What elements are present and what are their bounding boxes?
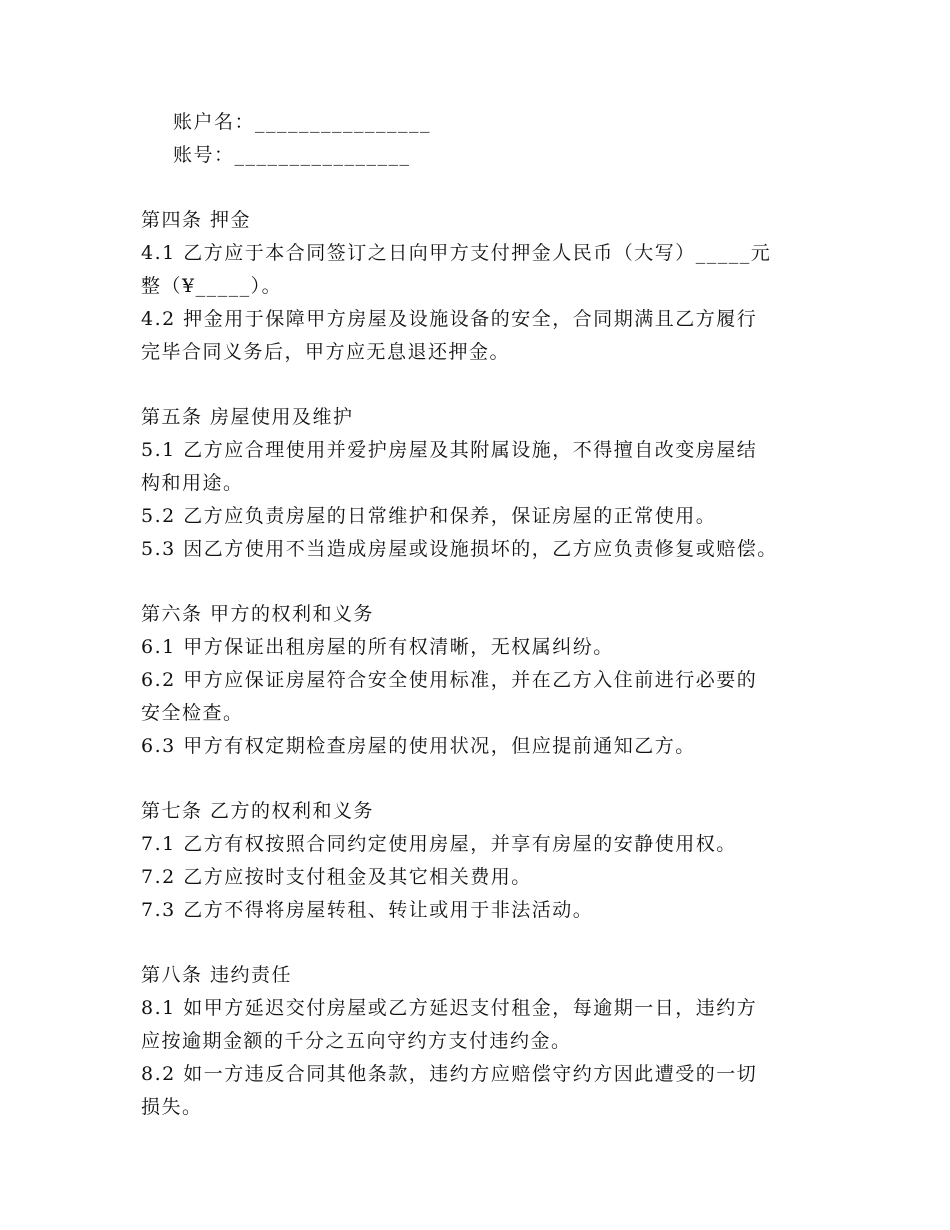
article-5-line-2: 构和用途。 [141, 472, 244, 494]
article-4-line-2: 整（¥_____）。 [141, 275, 283, 297]
article-8-line-2: 应按逾期金额的千分之五向守约方支付违约金。 [141, 1030, 572, 1052]
article-7-heading: 第七条 乙方的权利和义务 [141, 800, 375, 822]
article-6-line-2: 6.2 甲方应保证房屋符合安全使用标准，并在乙方入住前进行必要的 [141, 669, 758, 691]
article-8-line-1: 8.1 如甲方延迟交付房屋或乙方延迟支付租金，每逾期一日，违约方 [141, 997, 758, 1019]
article-8-line-4: 损失。 [141, 1096, 203, 1118]
article-4-line-4: 完毕合同义务后，甲方应无息退还押金。 [141, 341, 511, 363]
article-5-heading: 第五条 房屋使用及维护 [141, 406, 354, 428]
section-spacer [141, 172, 841, 204]
article-5-line-4: 5.3 因乙方使用不当造成房屋或设施损坏的，乙方应负责修复或赔偿。 [141, 538, 778, 560]
document-body [141, 106, 841, 1124]
article-4-line-3: 4.2 押金用于保障甲方房屋及设施设备的安全，合同期满且乙方履行 [141, 308, 758, 330]
article-7-line-1: 7.1 乙方有权按照合同约定使用房屋，并享有房屋的安静使用权。 [141, 833, 737, 855]
article-6-line-1: 6.1 甲方保证出租房屋的所有权清晰，无权属纠纷。 [141, 636, 614, 658]
article-6-line-3: 安全检查。 [141, 702, 244, 724]
article-7-line-2: 7.2 乙方应按时支付租金及其它相关费用。 [141, 866, 532, 888]
article-8-line-3: 8.2 如一方违反合同其他条款，违约方应赔偿守约方因此遭受的一切 [141, 1063, 758, 1085]
account-name-line: 账户名：________________ [173, 111, 432, 133]
article-8-heading: 第八条 违约责任 [141, 964, 293, 986]
article-6-heading: 第六条 甲方的权利和义务 [141, 603, 375, 625]
section-spacer [141, 566, 841, 598]
section-spacer [141, 927, 841, 959]
section-spacer [141, 763, 841, 795]
account-number-line: 账号：________________ [173, 144, 411, 166]
article-5-line-1: 5.1 乙方应合理使用并爱护房屋及其附属设施，不得擅自改变房屋结 [141, 439, 758, 461]
article-4-heading: 第四条 押金 [141, 209, 252, 231]
section-spacer [141, 369, 841, 401]
article-5-line-3: 5.2 乙方应负责房屋的日常维护和保养，保证房屋的正常使用。 [141, 505, 717, 527]
article-4-line-1: 4.1 乙方应于本合同签订之日向甲方支付押金人民币（大写）_____元 [141, 242, 772, 264]
article-7-line-3: 7.3 乙方不得将房屋转租、转让或用于非法活动。 [141, 899, 594, 921]
article-6-line-4: 6.3 甲方有权定期检查房屋的使用状况，但应提前通知乙方。 [141, 735, 696, 757]
